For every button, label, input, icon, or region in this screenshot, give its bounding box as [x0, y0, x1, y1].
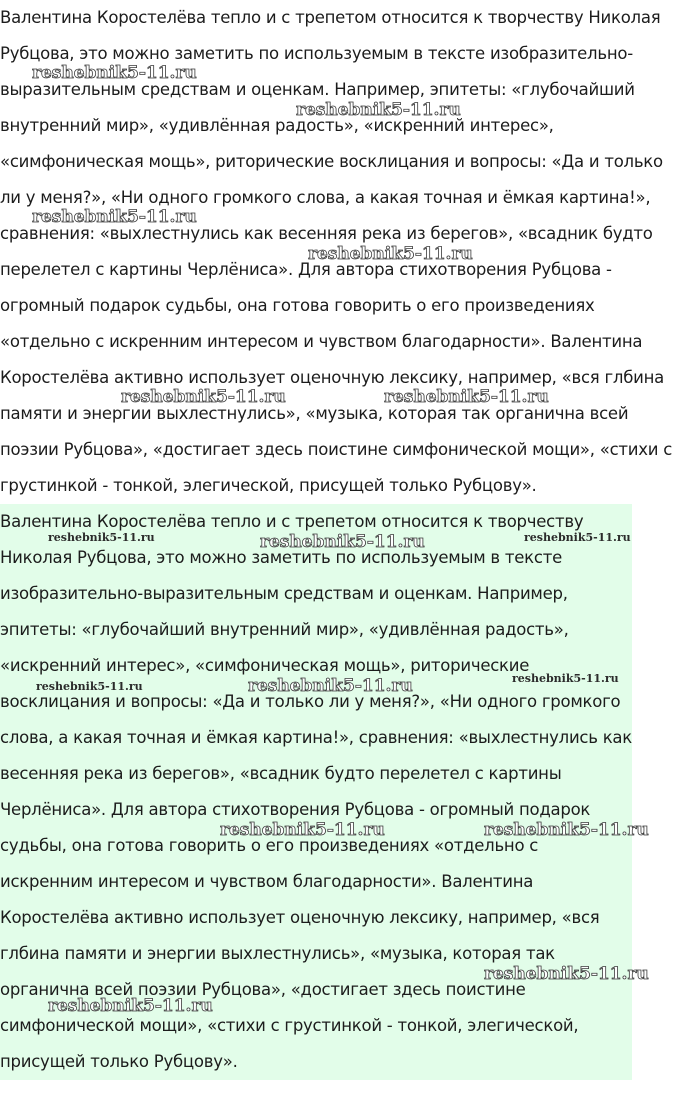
watermark: reshebnik5-11.ru [484, 820, 649, 840]
watermark: reshebnik5-11.ru [296, 100, 461, 120]
watermark: reshebnik5-11.ru [48, 996, 213, 1016]
answer-paragraph-highlighted: Валентина Коростелёва тепло и с трепетом относится к творчеству Николая Рубцова, это можно заметить по используемым в тексте изобразительно-выразительным средствам и оценкам. Например, эпитеты: «глубочайший внутренний мир», «удивлённая радость», «искренний интерес», «симфоническая мощь», риторические восклицания и вопросы: «Да и только ли у меня?», «Ни одного громкого слова, а какая точная и ёмкая картина!», сравнения: «выхлестнулись как весенняя река из берегов», «всадник будто перелетел с картины Черлёниса». Для автора стихотворения Рубцова - огромный подарок судьбы, она готова говорить о его произведениях «отдельно с искренним интересом и чувством благодарности». Валентина Коростелёва активно использует оценочную лексику, например, «вся глбина памяти и энергии выхлестнулись», «музыка, которая так органична всей поэзии Рубцова», «достигает здесь поистине симфонической мощи», «стихи с грустинкой - тонкой, элегической, присущей только Рубцову». [0, 504, 632, 1080]
watermark: reshebnik5-11.ru [260, 532, 425, 552]
watermark: reshebnik5-11.ru [220, 820, 385, 840]
watermark: reshebnik5-11.ru [121, 387, 286, 407]
watermark: reshebnik5-11.ru [248, 676, 413, 696]
watermark: reshebnik5-11.ru [48, 531, 155, 544]
watermark: reshebnik5-11.ru [384, 387, 549, 407]
watermark: reshebnik5-11.ru [32, 63, 197, 83]
watermark: reshebnik5-11.ru [524, 531, 631, 544]
answer-paragraph-plain: Валентина Коростелёва тепло и с трепетом относится к творчеству Николая Рубцова, это можно заметить по используемым в тексте изобразительно- выразительным средствам и оценкам. Например, эпитеты: «глубочайший внутренний мир», «удивлённая радость», «искренний интерес», «симфоническая мощь», риторические восклицания и вопросы: «Да и только ли у меня?», «Ни одного громкого слова, а какая точная и ёмкая картина!», сравнения: «выхлестнулись как весенняя река из берегов», «всадник будто перелетел с картины Черлёниса». Для автора стихотворения Рубцова - огромный подарок судьбы, она готова говорить о его произведениях «отдельно с искренним интересом и чувством благодарности». Валентина Коростелёва активно использует оценочную лексику, например, «вся глбина памяти и энергии выхлестнулись», «музыка, которая так органична всей поэзии Рубцова», «достигает здесь поистине симфонической мощи», «стихи с грустинкой - тонкой, элегической, присущей только Рубцову». [0, 8, 673, 495]
watermark: reshebnik5-11.ru [308, 244, 473, 264]
watermark: reshebnik5-11.ru [484, 964, 649, 984]
watermark: reshebnik5-11.ru [36, 680, 143, 693]
watermark: reshebnik5-11.ru [32, 207, 197, 227]
watermark: reshebnik5-11.ru [512, 672, 619, 685]
